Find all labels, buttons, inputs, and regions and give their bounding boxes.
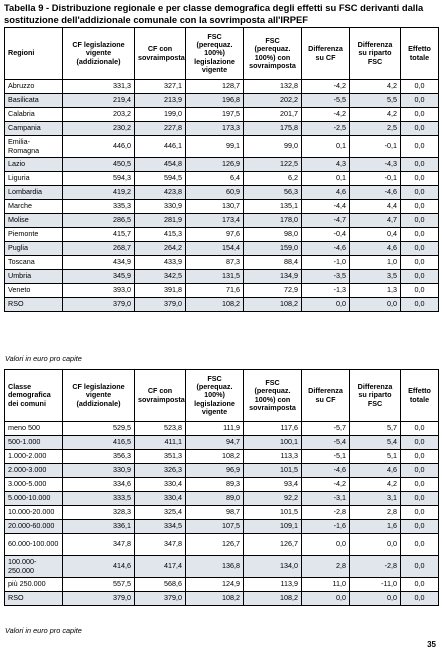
value-cell: 213,9 [135,94,186,108]
table-row [5,200,439,214]
value-cell: 1,3 [350,284,401,298]
value-cell: 108,2 [186,450,244,464]
regional-effects-table [4,27,439,312]
value-cell: 347,8 [135,534,186,556]
value-cell: 4,6 [302,186,350,200]
value-cell: 227,8 [135,122,186,136]
value-cell: -5,4 [302,436,350,450]
row-label-cell: RSO [5,592,63,606]
value-cell: 203,2 [63,108,135,122]
value-cell: 11,0 [302,578,350,592]
table-body [5,422,439,606]
value-cell: 0,0 [302,534,350,556]
value-cell: 415,7 [63,228,135,242]
table-row [5,270,439,284]
table-row [5,478,439,492]
value-cell: 4,6 [350,242,401,256]
row-label-cell: più 250.000 [5,578,63,592]
value-cell: -1,6 [302,520,350,534]
value-cell: 417,4 [135,556,186,578]
value-cell: 334,5 [135,520,186,534]
value-cell: 414,6 [63,556,135,578]
value-cell: 326,3 [135,464,186,478]
table-row [5,158,439,172]
table-row [5,520,439,534]
value-cell: 5,7 [350,422,401,436]
value-cell: -0,1 [350,136,401,158]
value-cell: 0,4 [350,228,401,242]
value-cell: 197,5 [186,108,244,122]
value-cell: 2,5 [350,122,401,136]
value-cell: 0,0 [350,298,401,312]
table-row [5,422,439,436]
value-cell: 94,7 [186,436,244,450]
value-cell: 594,3 [63,172,135,186]
row-label-cell: Umbria [5,270,63,284]
row-label-cell: Veneto [5,284,63,298]
value-cell: 219,4 [63,94,135,108]
value-cell: 454,8 [135,158,186,172]
value-cell: 0,0 [401,464,439,478]
value-cell: -0,4 [302,228,350,242]
value-cell: 0,0 [401,200,439,214]
column-header: Classe demografica dei comuni [5,370,63,422]
value-cell: 96,9 [186,464,244,478]
value-cell: 4,2 [350,108,401,122]
value-cell: 446,1 [135,136,186,158]
value-cell: 136,8 [186,556,244,578]
row-label-cell: Toscana [5,256,63,270]
table-row [5,534,439,556]
value-cell: 4,2 [350,478,401,492]
row-label-cell: 10.000-20.000 [5,506,63,520]
value-cell: 56,3 [244,186,302,200]
value-cell: 108,2 [244,592,302,606]
value-cell: 117,6 [244,422,302,436]
column-header: Differenza su riparto FSC [350,370,401,422]
value-cell: 5,1 [350,450,401,464]
value-cell: -4,6 [350,186,401,200]
value-cell: -4,7 [302,214,350,228]
value-cell: -2,5 [302,122,350,136]
value-cell: 0,0 [401,242,439,256]
row-label-cell: Marche [5,200,63,214]
value-cell: 523,8 [135,422,186,436]
value-cell: 434,9 [63,256,135,270]
value-cell: 281,9 [135,214,186,228]
value-cell: 124,9 [186,578,244,592]
value-cell: 0,0 [401,534,439,556]
table-caption: Tabella 9 - Distribuzione regionale e per classe demografica degli effetti su FSC derivanti dalla sostituzione dell'addizionale comunale con la sovrimposta all'IRPEF [4,2,424,25]
value-cell: 4,3 [302,158,350,172]
column-header: Differenza su riparto FSC [350,28,401,80]
value-cell: 89,3 [186,478,244,492]
value-cell: 4,2 [350,80,401,94]
value-cell: 5,4 [350,436,401,450]
value-cell: 126,7 [244,534,302,556]
column-header: CF con sovraimposta [135,28,186,80]
value-cell: 1,0 [350,256,401,270]
value-cell: 415,3 [135,228,186,242]
value-cell: 134,0 [244,556,302,578]
value-cell: 330,4 [135,478,186,492]
value-cell: -4,3 [350,158,401,172]
value-cell: 135,1 [244,200,302,214]
value-cell: 0,0 [401,478,439,492]
value-cell: 336,1 [63,520,135,534]
value-cell: 113,3 [244,450,302,464]
value-cell: 122,5 [244,158,302,172]
value-cell: 0,0 [401,158,439,172]
table-row [5,464,439,478]
value-cell: 0,0 [401,108,439,122]
value-cell: 328,3 [63,506,135,520]
value-cell: 0,0 [401,298,439,312]
value-cell: -3,5 [302,270,350,284]
row-label-cell: 500-1.000 [5,436,63,450]
value-cell: 379,0 [135,298,186,312]
value-cell: 450,5 [63,158,135,172]
value-cell: 6,2 [244,172,302,186]
value-cell: 411,1 [135,436,186,450]
value-cell: 173,4 [186,214,244,228]
table-row [5,298,439,312]
value-cell: 71,6 [186,284,244,298]
row-label-cell: 1.000-2.000 [5,450,63,464]
table-row [5,450,439,464]
table-row [5,556,439,578]
table-row [5,436,439,450]
row-label-cell: Emilia-Romagna [5,136,63,158]
value-cell: -5,7 [302,422,350,436]
value-cell: 594,5 [135,172,186,186]
value-cell: -1,3 [302,284,350,298]
value-cell: 0,0 [401,284,439,298]
value-cell: 98,0 [244,228,302,242]
value-cell: 0,0 [401,256,439,270]
value-cell: 0,0 [401,94,439,108]
value-cell: 100,1 [244,436,302,450]
row-label-cell: 2.000-3.000 [5,464,63,478]
value-cell: 3,1 [350,492,401,506]
value-cell: 0,0 [401,122,439,136]
value-cell: 4,7 [350,214,401,228]
value-cell: 196,8 [186,94,244,108]
value-cell: 201,7 [244,108,302,122]
value-cell: 0,0 [401,506,439,520]
row-label-cell: Abruzzo [5,80,63,94]
value-cell: 0,0 [401,214,439,228]
value-cell: 446,0 [63,136,135,158]
value-cell: -4,2 [302,478,350,492]
value-cell: 391,8 [135,284,186,298]
value-cell: 330,9 [135,200,186,214]
table-row [5,122,439,136]
value-cell: 325,4 [135,506,186,520]
row-label-cell: Basilicata [5,94,63,108]
column-header: CF legislazione vigente (addizionale) [63,370,135,422]
value-cell: 379,0 [63,592,135,606]
table-body [5,80,439,312]
value-cell: 113,9 [244,578,302,592]
value-cell: 60,9 [186,186,244,200]
table-row [5,136,439,158]
value-cell: 202,2 [244,94,302,108]
column-header: Regioni [5,28,63,80]
value-cell: 111,9 [186,422,244,436]
value-cell: 286,5 [63,214,135,228]
value-cell: 0,0 [350,534,401,556]
value-cell: 134,9 [244,270,302,284]
table-note: Valori in euro pro capite [5,354,82,363]
value-cell: 0,0 [401,556,439,578]
row-label-cell: Campania [5,122,63,136]
row-label-cell: Lombardia [5,186,63,200]
value-cell: 131,5 [186,270,244,284]
value-cell: 108,2 [244,298,302,312]
value-cell: 99,0 [244,136,302,158]
row-label-cell: RSO [5,298,63,312]
value-cell: -2,8 [302,506,350,520]
value-cell: -1,0 [302,256,350,270]
column-header: Effetto totale [401,370,439,422]
value-cell: 331,3 [63,80,135,94]
value-cell: 0,0 [401,172,439,186]
value-cell: 1,6 [350,520,401,534]
value-cell: 98,7 [186,506,244,520]
value-cell: 175,8 [244,122,302,136]
row-label-cell: 100.000-250.000 [5,556,63,578]
value-cell: 0,0 [401,186,439,200]
table-row [5,94,439,108]
value-cell: 154,4 [186,242,244,256]
column-header: CF con sovraimposta [135,370,186,422]
value-cell: -5,1 [302,450,350,464]
value-cell: 230,2 [63,122,135,136]
table-row [5,242,439,256]
value-cell: 72,9 [244,284,302,298]
value-cell: 0,0 [401,80,439,94]
value-cell: 0,0 [302,592,350,606]
value-cell: 416,5 [63,436,135,450]
table-row [5,80,439,94]
value-cell: 351,3 [135,450,186,464]
value-cell: 128,7 [186,80,244,94]
value-cell: 342,5 [135,270,186,284]
column-header: Differenza su CF [302,370,350,422]
table-note: Valori in euro pro capite [5,626,82,635]
value-cell: 88,4 [244,256,302,270]
row-label-cell: 5.000-10.000 [5,492,63,506]
table-row [5,578,439,592]
row-label-cell: Puglia [5,242,63,256]
table-row [5,172,439,186]
column-header: FSC (perequaz. 100%) con sovraimposta [244,28,302,80]
row-label-cell: meno 500 [5,422,63,436]
column-header: FSC (perequaz. 100%) con sovraimposta [244,370,302,422]
value-cell: 0,0 [401,520,439,534]
value-cell: -4,2 [302,80,350,94]
value-cell: 126,9 [186,158,244,172]
value-cell: 4,4 [350,200,401,214]
value-cell: 93,4 [244,478,302,492]
row-label-cell: Lazio [5,158,63,172]
value-cell: 0,0 [401,228,439,242]
table-row [5,492,439,506]
row-label-cell: Molise [5,214,63,228]
value-cell: 159,0 [244,242,302,256]
value-cell: 126,7 [186,534,244,556]
value-cell: 130,7 [186,200,244,214]
value-cell: 568,6 [135,578,186,592]
value-cell: 264,2 [135,242,186,256]
value-cell: 557,5 [63,578,135,592]
demographic-class-effects-table [4,369,439,606]
value-cell: 109,1 [244,520,302,534]
value-cell: 178,0 [244,214,302,228]
value-cell: 0,0 [401,578,439,592]
value-cell: 0,0 [401,436,439,450]
value-cell: 379,0 [63,298,135,312]
row-label-cell: Liguria [5,172,63,186]
table-row [5,214,439,228]
value-cell: 89,0 [186,492,244,506]
value-cell: 97,6 [186,228,244,242]
value-cell: 268,7 [63,242,135,256]
value-cell: 132,8 [244,80,302,94]
value-cell: 99,1 [186,136,244,158]
value-cell: 334,6 [63,478,135,492]
value-cell: 107,5 [186,520,244,534]
row-label-cell: Calabria [5,108,63,122]
value-cell: -3,1 [302,492,350,506]
value-cell: 330,9 [63,464,135,478]
value-cell: -0,1 [350,172,401,186]
value-cell: 92,2 [244,492,302,506]
value-cell: 327,1 [135,80,186,94]
value-cell: 347,8 [63,534,135,556]
value-cell: 423,8 [135,186,186,200]
value-cell: 433,9 [135,256,186,270]
value-cell: 2,8 [302,556,350,578]
value-cell: -11,0 [350,578,401,592]
column-header: CF legislazione vigente (addizionale) [63,28,135,80]
value-cell: 333,5 [63,492,135,506]
value-cell: 0,0 [401,136,439,158]
value-cell: 5,5 [350,94,401,108]
value-cell: 0,0 [401,592,439,606]
table-header-row [5,28,439,80]
value-cell: 4,6 [350,464,401,478]
value-cell: -4,6 [302,464,350,478]
value-cell: -4,2 [302,108,350,122]
value-cell: 0,1 [302,172,350,186]
value-cell: 108,2 [186,592,244,606]
value-cell: 101,5 [244,464,302,478]
value-cell: 108,2 [186,298,244,312]
table-row [5,108,439,122]
table-header-row [5,370,439,422]
page-number: 35 [427,640,436,649]
value-cell: 0,1 [302,136,350,158]
table-row [5,506,439,520]
value-cell: 0,0 [401,422,439,436]
table-row [5,256,439,270]
value-cell: 2,8 [350,506,401,520]
table-row [5,592,439,606]
value-cell: -2,8 [350,556,401,578]
row-label-cell: 60.000-100.000 [5,534,63,556]
value-cell: 173,3 [186,122,244,136]
value-cell: 393,0 [63,284,135,298]
value-cell: 0,0 [302,298,350,312]
value-cell: 419,2 [63,186,135,200]
value-cell: 101,5 [244,506,302,520]
value-cell: -4,6 [302,242,350,256]
value-cell: 356,3 [63,450,135,464]
value-cell: 335,3 [63,200,135,214]
value-cell: 6,4 [186,172,244,186]
value-cell: 87,3 [186,256,244,270]
row-label-cell: 20.000-60.000 [5,520,63,534]
row-label-cell: 3.000-5.000 [5,478,63,492]
value-cell: -4,4 [302,200,350,214]
value-cell: 0,0 [350,592,401,606]
value-cell: 379,0 [135,592,186,606]
row-label-cell: Piemonte [5,228,63,242]
table-row [5,284,439,298]
value-cell: 3,5 [350,270,401,284]
column-header: Effetto totale [401,28,439,80]
table-row [5,186,439,200]
value-cell: 330,4 [135,492,186,506]
value-cell: 0,0 [401,492,439,506]
value-cell: 199,0 [135,108,186,122]
value-cell: 529,5 [63,422,135,436]
value-cell: 0,0 [401,270,439,284]
column-header: FSC (perequaz. 100%) legislazione vigente [186,370,244,422]
column-header: Differenza su CF [302,28,350,80]
value-cell: -5,5 [302,94,350,108]
column-header: FSC (perequaz. 100%) legislazione vigente [186,28,244,80]
value-cell: 345,9 [63,270,135,284]
value-cell: 0,0 [401,450,439,464]
table-row [5,228,439,242]
